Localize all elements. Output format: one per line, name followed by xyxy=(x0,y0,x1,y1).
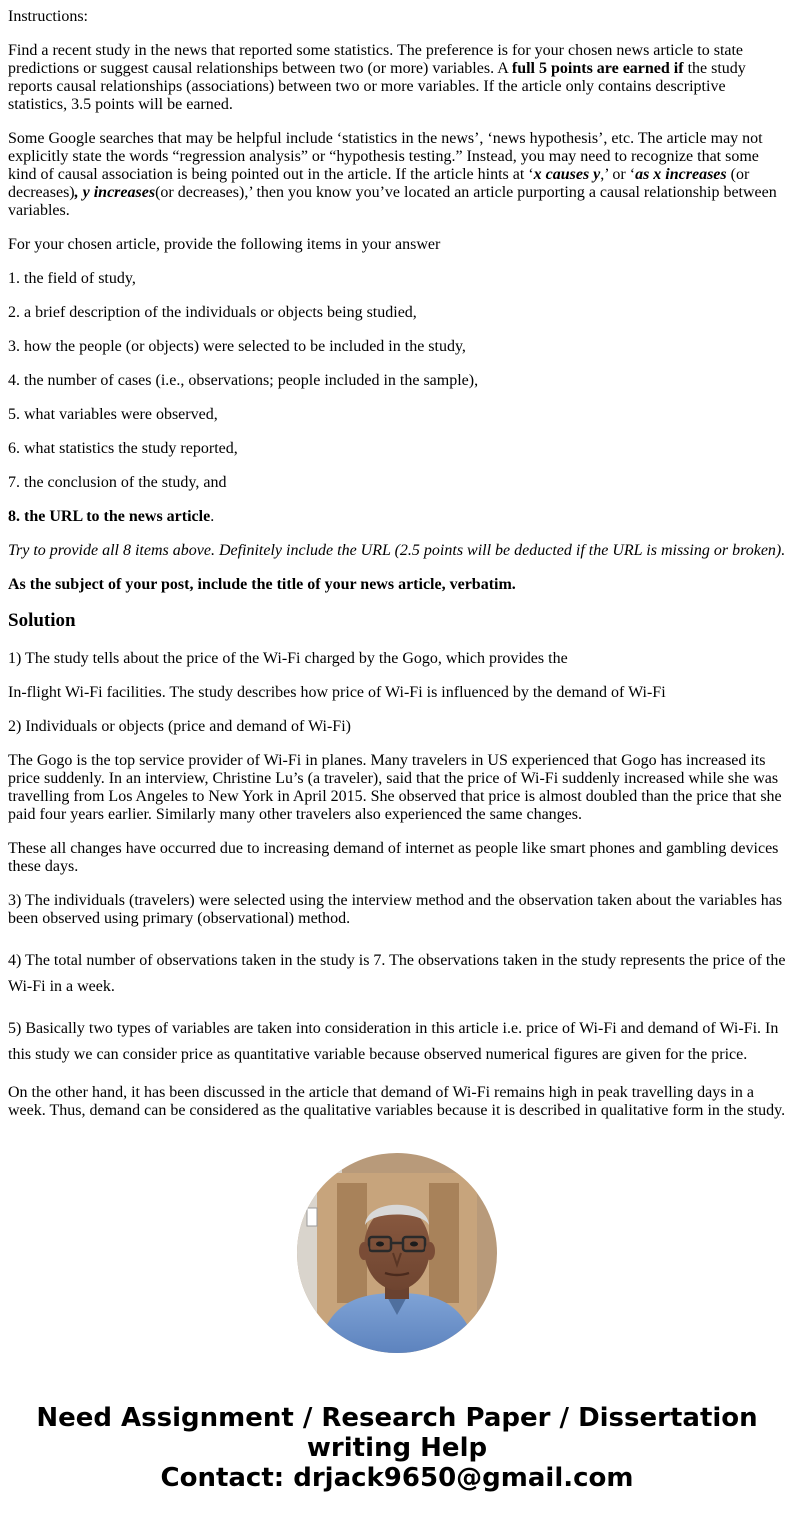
solution-point-3: 3) The individuals (travelers) were selected using the interview method and the observation taken about the variables has been observed using primary (observational) method. xyxy=(8,892,783,927)
footer-banner xyxy=(0,1403,794,1493)
instructions-subject: As the subject of your post, include the title of your news article, verbatim. xyxy=(8,576,516,593)
avatar xyxy=(297,1153,497,1353)
solution-point-1b: In-flight Wi-Fi facilities. The study describes how price of Wi-Fi is influenced by the demand of Wi-Fi xyxy=(8,684,666,701)
instructions-paragraph-1: Find a recent study in the news that reported some statistics. The preference is for your chosen news article to state predictions or suggest causal relationships between two (or more) variables. A full 5 points are earned if the study reports causal relationships (associations) between two or more variables. If the article only contains descriptive statistics, 3.5 points will be earned. xyxy=(8,42,746,113)
list-item-url: 8. the URL to the news article. xyxy=(8,508,215,525)
solution-point-5b: On the other hand, it has been discussed in the article that demand of Wi-Fi remains high in peak travelling days in a week. Thus, demand can be considered as the qualitative variables because it is described in qualitative form in the study. xyxy=(8,1084,786,1119)
solution-heading: Solution xyxy=(8,610,76,631)
instructions-paragraph-3: For your chosen article, provide the following items in your answer xyxy=(8,236,441,253)
list-item: 6. what statistics the study reported, xyxy=(8,440,238,457)
instructions-heading: Instructions: xyxy=(8,8,88,25)
list-item: 4. the number of cases (i.e., observations; people included in the sample), xyxy=(8,372,479,389)
author-photo xyxy=(297,1153,497,1353)
solution-point-2a: The Gogo is the top service provider of Wi-Fi in planes. Many travelers in US experienced that Gogo has increased its price suddenly. In an interview, Christine Lu’s (a traveler), said that the price of Wi-Fi suddenly increased while she was travelling from Los Angeles to New York in April 2015. She observed that price is almost doubled than the price that she paid four years earlier. Similarly many other travelers also experienced the same changes. xyxy=(8,752,782,823)
footer-help-line: Need Assignment / Research Paper / Dissertation writing Help xyxy=(36,1403,758,1463)
list-item: 3. how the people (or objects) were selected to be included in the study, xyxy=(8,338,466,355)
solution-point-1a: 1) The study tells about the price of the Wi-Fi charged by the Gogo, which provides the xyxy=(8,650,568,667)
list-item: 1. the field of study, xyxy=(8,270,136,287)
solution-point-2b: These all changes have occurred due to increasing demand of internet as people like smart phones and gambling devices these days. xyxy=(8,840,779,875)
solution-point-2: 2) Individuals or objects (price and demand of Wi-Fi) xyxy=(8,718,351,735)
list-item: 5. what variables were observed, xyxy=(8,406,218,423)
list-item: 2. a brief description of the individuals or objects being studied, xyxy=(8,304,417,321)
footer-contact-line: Contact: drjack9650@gmail.com xyxy=(160,1463,634,1493)
solution-point-4: 4) The total number of observations taken in the study is 7. The observations taken in the study represents the price of the Wi-Fi in a week. xyxy=(8,952,786,995)
instructions-note: Try to provide all 8 items above. Definitely include the URL (2.5 points will be deducted if the URL is missing or broken). xyxy=(8,542,786,559)
list-item: 7. the conclusion of the study, and xyxy=(8,474,227,491)
solution-point-5: 5) Basically two types of variables are taken into consideration in this article i.e. price of Wi-Fi and demand of Wi-Fi. In this study we can consider price as quantitative variable because observed numerical figures are given for the price. xyxy=(8,1020,779,1063)
instructions-paragraph-2: Some Google searches that may be helpful include ‘statistics in the news’, ‘news hypothesis’, etc. The article may not explicitly state the words “regression analysis” or “hypothesis testing.” Instead, you may need to recognize that some kind of causal association is being pointed out in the article. If the article hints at ‘x causes y,’ or ‘as x increases (or decreases), y increases(or decreases),’ then you know you’ve located an article purporting a causal relationship between variables. xyxy=(8,130,777,219)
